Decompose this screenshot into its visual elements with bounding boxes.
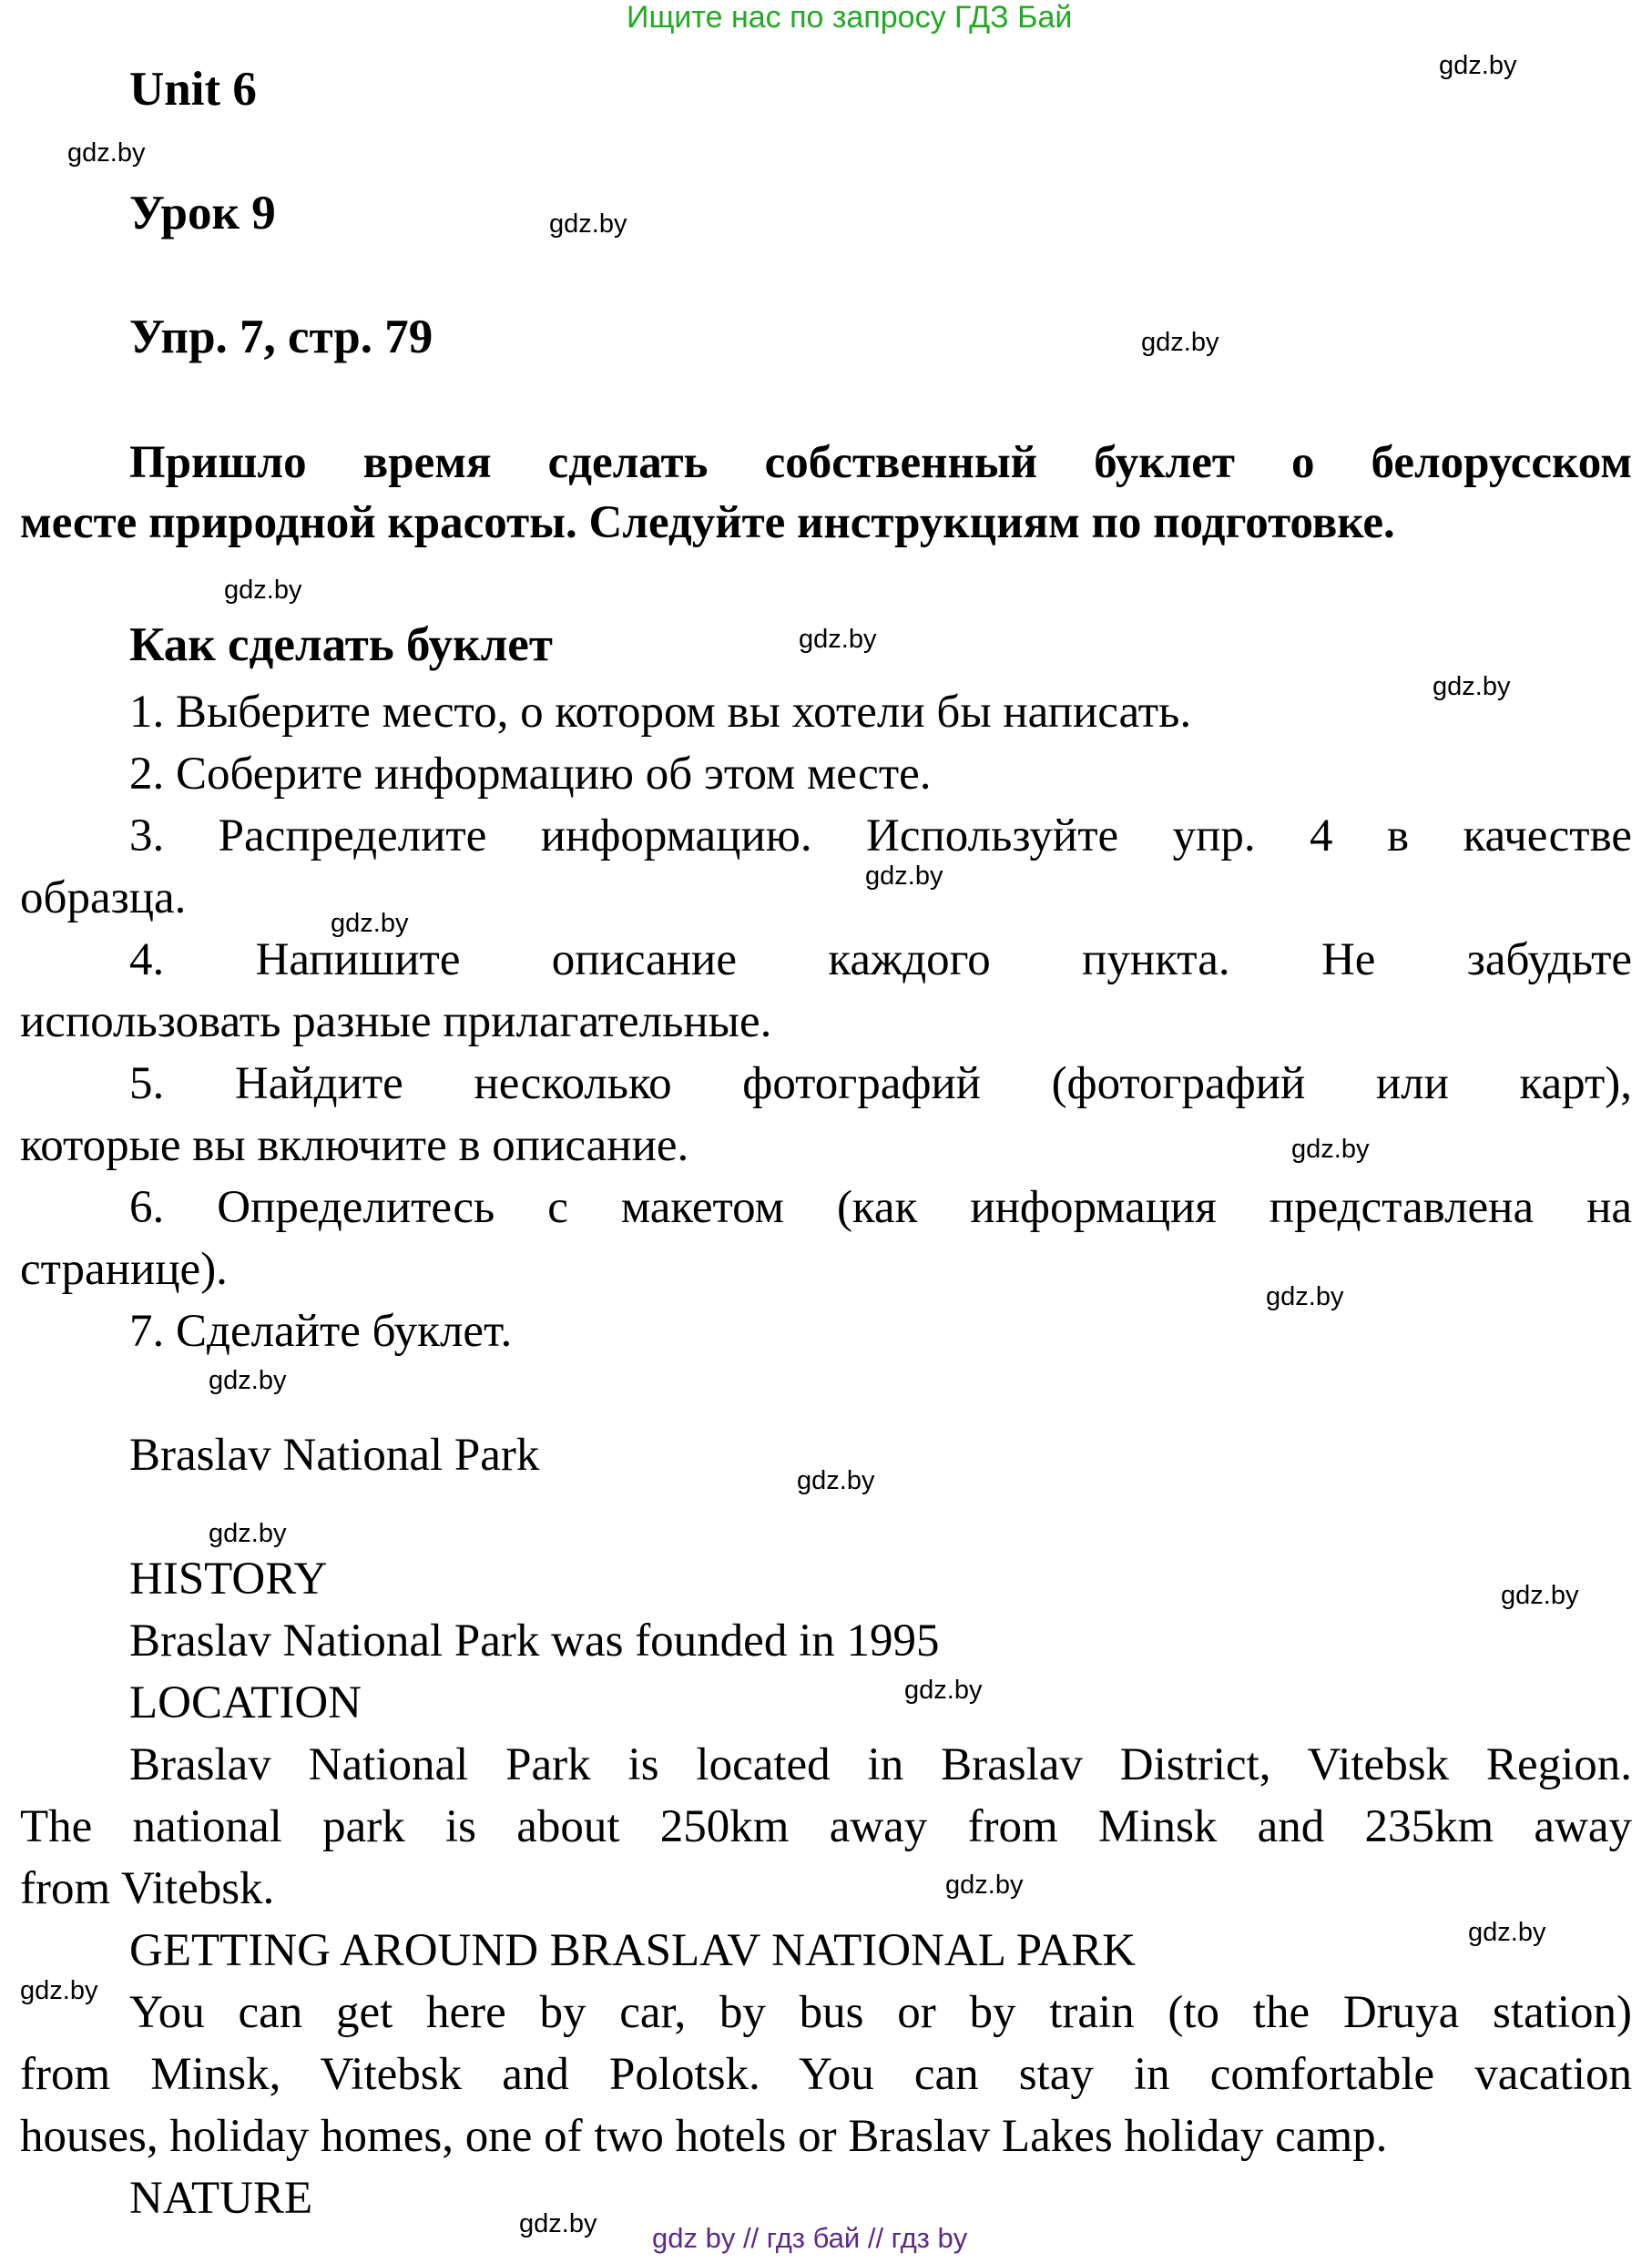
watermark: gdz.by [224,576,302,605]
instruction-step-5-line-1: 5. Найдите несколько фотографий (фотографий или карт), [129,1058,1632,1109]
history-heading: HISTORY [129,1554,328,1605]
watermark: gdz.by [519,2209,597,2238]
watermark: gdz.by [331,909,409,938]
watermark: gdz.by [1291,1135,1370,1164]
unit-heading: Unit 6 [129,63,257,116]
footer-links[interactable]: gdz by // гдз бай // гдз by [652,2222,968,2254]
instruction-step-2: 2. Соберите информацию об этом месте. [129,749,932,800]
instruction-step-5-line-2: которые вы включите в описание. [20,1120,689,1171]
watermark: gdz.by [1439,51,1517,80]
lesson-heading: Урок 9 [129,187,276,240]
watermark: gdz.by [1141,328,1219,357]
watermark: gdz.by [1433,672,1511,701]
task-line-1: Пришло время сделать собственный буклет о белорусском [129,437,1632,488]
watermark: gdz.by [865,861,943,891]
watermark: gdz.by [945,1871,1024,1900]
watermark: gdz.by [1266,1282,1344,1311]
watermark: gdz.by [209,1366,287,1395]
location-line-1: Braslav National Park is located in Braslav District, Vitebsk Region. [129,1739,1632,1790]
watermark: gdz.by [1468,1918,1546,1947]
watermark: gdz.by [549,209,627,239]
watermark: gdz.by [799,625,877,654]
getting-around-line-1: You can get here by car, by bus or by train (to the Druya station) [129,1987,1632,2038]
instruction-step-3-line-1: 3. Распределите информацию. Используйте упр. 4 в качестве [129,810,1632,861]
history-text: Braslav National Park was founded in 1995 [129,1616,940,1667]
watermark: gdz.by [67,138,146,168]
getting-around-heading: GETTING AROUND BRASLAV NATIONAL PARK [129,1925,1137,1976]
nature-heading: NATURE [129,2173,313,2224]
instruction-step-6-line-2: странице). [20,1244,228,1295]
exercise-heading: Упр. 7, стр. 79 [129,311,433,363]
instruction-step-7: 7. Сделайте буклет. [129,1306,513,1357]
watermark: gdz.by [1501,1581,1579,1610]
instructions-title: Как сделать буклет [129,618,553,671]
getting-around-line-3: houses, holiday homes, one of two hotels or Braslav Lakes holiday camp. [20,2111,1388,2162]
header-search-link[interactable]: Ищите нас по запросу ГДЗ Бай [627,0,1073,35]
watermark: gdz.by [209,1519,287,1548]
location-line-2: The national park is about 250km away from Minsk and 235km away [20,1801,1632,1852]
task-line-2: месте природной красоты. Следуйте инструкциям по подготовке. [20,497,1395,548]
watermark: gdz.by [20,1976,98,2005]
instruction-step-3-line-2: образца. [20,872,187,923]
location-line-3: from Vitebsk. [20,1863,275,1914]
instruction-step-1: 1. Выберите место, о котором вы хотели бы написать. [129,687,1192,738]
location-heading: LOCATION [129,1677,362,1728]
instruction-step-4-line-2: использовать разные прилагательные. [20,996,772,1047]
booklet-title: Braslav National Park [129,1430,540,1481]
instruction-step-4-line-1: 4. Напишите описание каждого пункта. Не забудьте [129,934,1632,985]
watermark: gdz.by [797,1466,875,1495]
watermark: gdz.by [904,1676,983,1705]
instruction-step-6-line-1: 6. Определитесь с макетом (как информация представлена на [129,1182,1632,1233]
getting-around-line-2: from Minsk, Vitebsk and Polotsk. You can stay in comfortable vacation [20,2049,1632,2100]
